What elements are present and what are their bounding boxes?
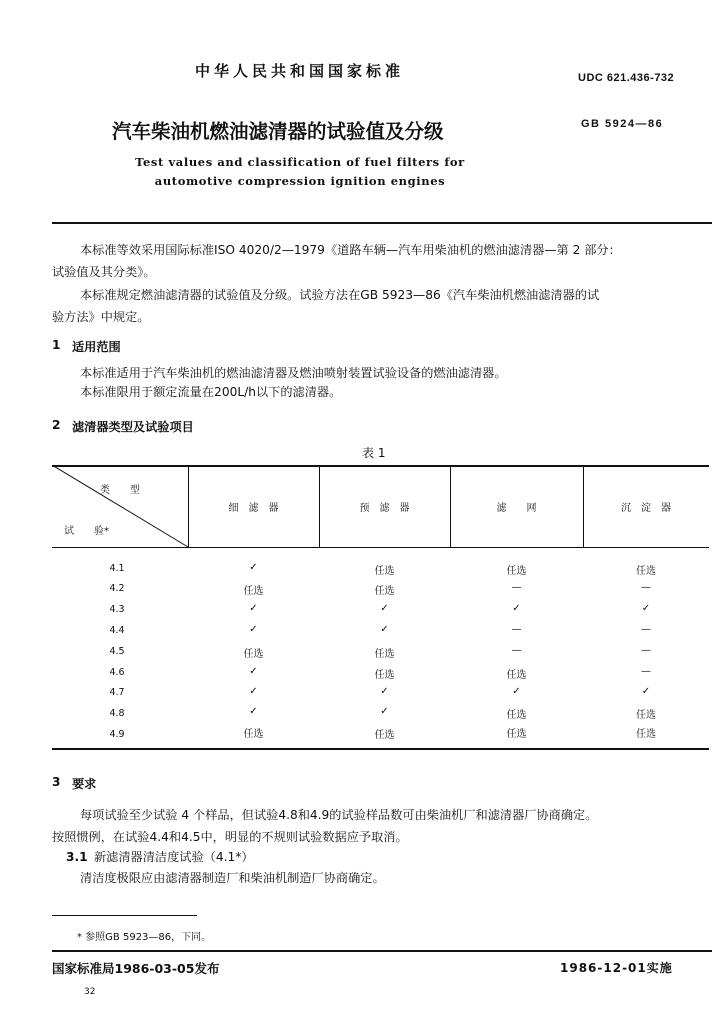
table-cell: ✓ xyxy=(380,706,389,717)
footer-rule xyxy=(52,950,712,952)
section-3-number: 3 xyxy=(52,775,61,789)
section-1-line1: 本标准适用于汽车柴油机的燃油滤清器及燃油喷射装置试验设备的燃油滤清器。 xyxy=(80,366,507,380)
gb-number: GB 5924—86 xyxy=(581,118,664,130)
table-bottom-rule xyxy=(52,748,709,750)
table-cell: 任选 xyxy=(374,566,395,577)
table-cell: — xyxy=(511,645,522,656)
section-1-line2: 本标准限用于额定流量在200L/h以下的滤清器。 xyxy=(80,385,342,399)
table-row-test-number: 4.1 xyxy=(109,563,125,574)
section-3-paragraph-line1: 每项试验至少试验 4 个样品，但试验4.8和4.9的试验样品数可由柴油机厂和滤清器厂协商确定。 xyxy=(80,808,598,822)
table-cell: ✓ xyxy=(249,562,258,573)
table-cell: ✓ xyxy=(512,686,521,697)
table-cell: ✓ xyxy=(249,686,258,697)
table-col-header-fine-filter: 细 滤 器 xyxy=(228,503,279,514)
table-col-header-prefilter: 预 滤 器 xyxy=(359,503,410,514)
implementation-date: 1986-12-01实施 xyxy=(560,961,673,975)
table-cell: ✓ xyxy=(249,706,258,717)
table-cell: — xyxy=(641,582,651,593)
table-cell: 任选 xyxy=(636,729,656,740)
document-title-en-line2: automotive compression ignition engines xyxy=(154,174,446,188)
table-cell: — xyxy=(511,582,522,593)
table-cell: 任选 xyxy=(374,730,395,741)
section-1-title: 适用范围 xyxy=(72,340,121,354)
table-cell: 任选 xyxy=(506,670,527,681)
section-2-title: 滤清器类型及试验项目 xyxy=(72,420,194,434)
table-cell: 任选 xyxy=(374,586,395,597)
table-cell: — xyxy=(641,645,651,656)
table-cell: 任选 xyxy=(636,566,656,577)
header-rule xyxy=(52,222,712,224)
table-cell: 任选 xyxy=(243,586,264,597)
table-row-test-number: 4.3 xyxy=(109,604,125,615)
table-row-test-number: 4.6 xyxy=(109,667,125,678)
table-cell: 任选 xyxy=(506,729,527,740)
table-col-header-strainer: 滤 网 xyxy=(496,503,537,514)
table-cell: 任选 xyxy=(506,566,527,577)
section-1-number: 1 xyxy=(52,338,61,352)
table-header-type-label: 类 型 xyxy=(100,485,140,496)
table-cell: 任选 xyxy=(506,710,527,721)
table-cell: ✓ xyxy=(249,624,258,635)
table-cell: ✓ xyxy=(249,603,258,614)
intro-paragraph-2-line1: 本标准规定燃油滤清器的试验值及分级。试验方法在GB 5923—86《汽车柴油机燃油滤清器的试 xyxy=(80,288,600,302)
footnote-rule xyxy=(52,915,197,916)
udc-code: UDC 621.436-732 xyxy=(578,72,675,84)
table-caption: 表 1 xyxy=(362,446,386,460)
table-cell: ✓ xyxy=(641,686,651,697)
table-cell: — xyxy=(641,624,651,635)
subsection-3-1-title: 新滤清器清洁度试验（4.1*） xyxy=(94,850,254,864)
document-title-en-line1: Test values and classification of fuel filters for xyxy=(135,155,465,169)
footnote: * 参照GB 5923—86，下同。 xyxy=(77,932,212,943)
table-col-header-sediment-bowl: 沉 淀 器 xyxy=(621,503,671,514)
table-cell: 任选 xyxy=(243,649,264,660)
table-cell: ✓ xyxy=(380,624,389,635)
section-2-number: 2 xyxy=(52,418,61,432)
test-table xyxy=(52,465,709,749)
table-row-test-number: 4.5 xyxy=(109,646,125,657)
document-title-cn: 汽车柴油机燃油滤清器的试验值及分级 xyxy=(112,120,444,143)
table-cell: ✓ xyxy=(512,603,521,614)
table-row-test-number: 4.7 xyxy=(109,687,125,698)
national-standard-heading: 中华人民共和国国家标准 xyxy=(195,62,405,80)
table-cell: ✓ xyxy=(249,666,258,677)
intro-paragraph-2-line2: 验方法》中规定。 xyxy=(52,310,150,324)
table-row-test-number: 4.9 xyxy=(109,729,125,740)
intro-paragraph-1-line1: 本标准等效采用国际标准ISO 4020/2—1979《道路车辆—汽车用柴油机的燃油滤清器—第 2 部分： xyxy=(80,243,621,257)
table-cell: — xyxy=(511,624,522,635)
table-cell: ✓ xyxy=(641,603,651,614)
table-cell: 任选 xyxy=(636,710,656,721)
section-3-title: 要求 xyxy=(72,777,97,791)
table-cell: 任选 xyxy=(374,670,395,681)
table-cell: 任选 xyxy=(374,649,395,660)
intro-paragraph-1-line2: 试验值及其分类》。 xyxy=(52,265,156,279)
table-row-test-number: 4.2 xyxy=(109,583,125,594)
publish-date: 国家标准局1986-03-05发布 xyxy=(52,961,220,976)
table-cell: 任选 xyxy=(243,729,264,740)
subsection-3-1-line: 清洁度极限应由滤清器制造厂和柴油机制造厂协商确定。 xyxy=(80,871,385,885)
table-row-test-number: 4.4 xyxy=(109,625,125,636)
page-number: 32 xyxy=(84,987,96,997)
subsection-3-1-number: 3.1 xyxy=(66,850,88,864)
table-row-test-number: 4.8 xyxy=(109,708,125,719)
table-cell: — xyxy=(641,666,651,677)
table-cell: ✓ xyxy=(380,603,389,614)
table-header-test-label: 试 验* xyxy=(64,526,109,537)
section-3-paragraph-line2: 按照惯例，在试验4.4和4.5中，明显的不规则试验数据应予取消。 xyxy=(52,830,408,844)
table-cell: ✓ xyxy=(380,686,389,697)
